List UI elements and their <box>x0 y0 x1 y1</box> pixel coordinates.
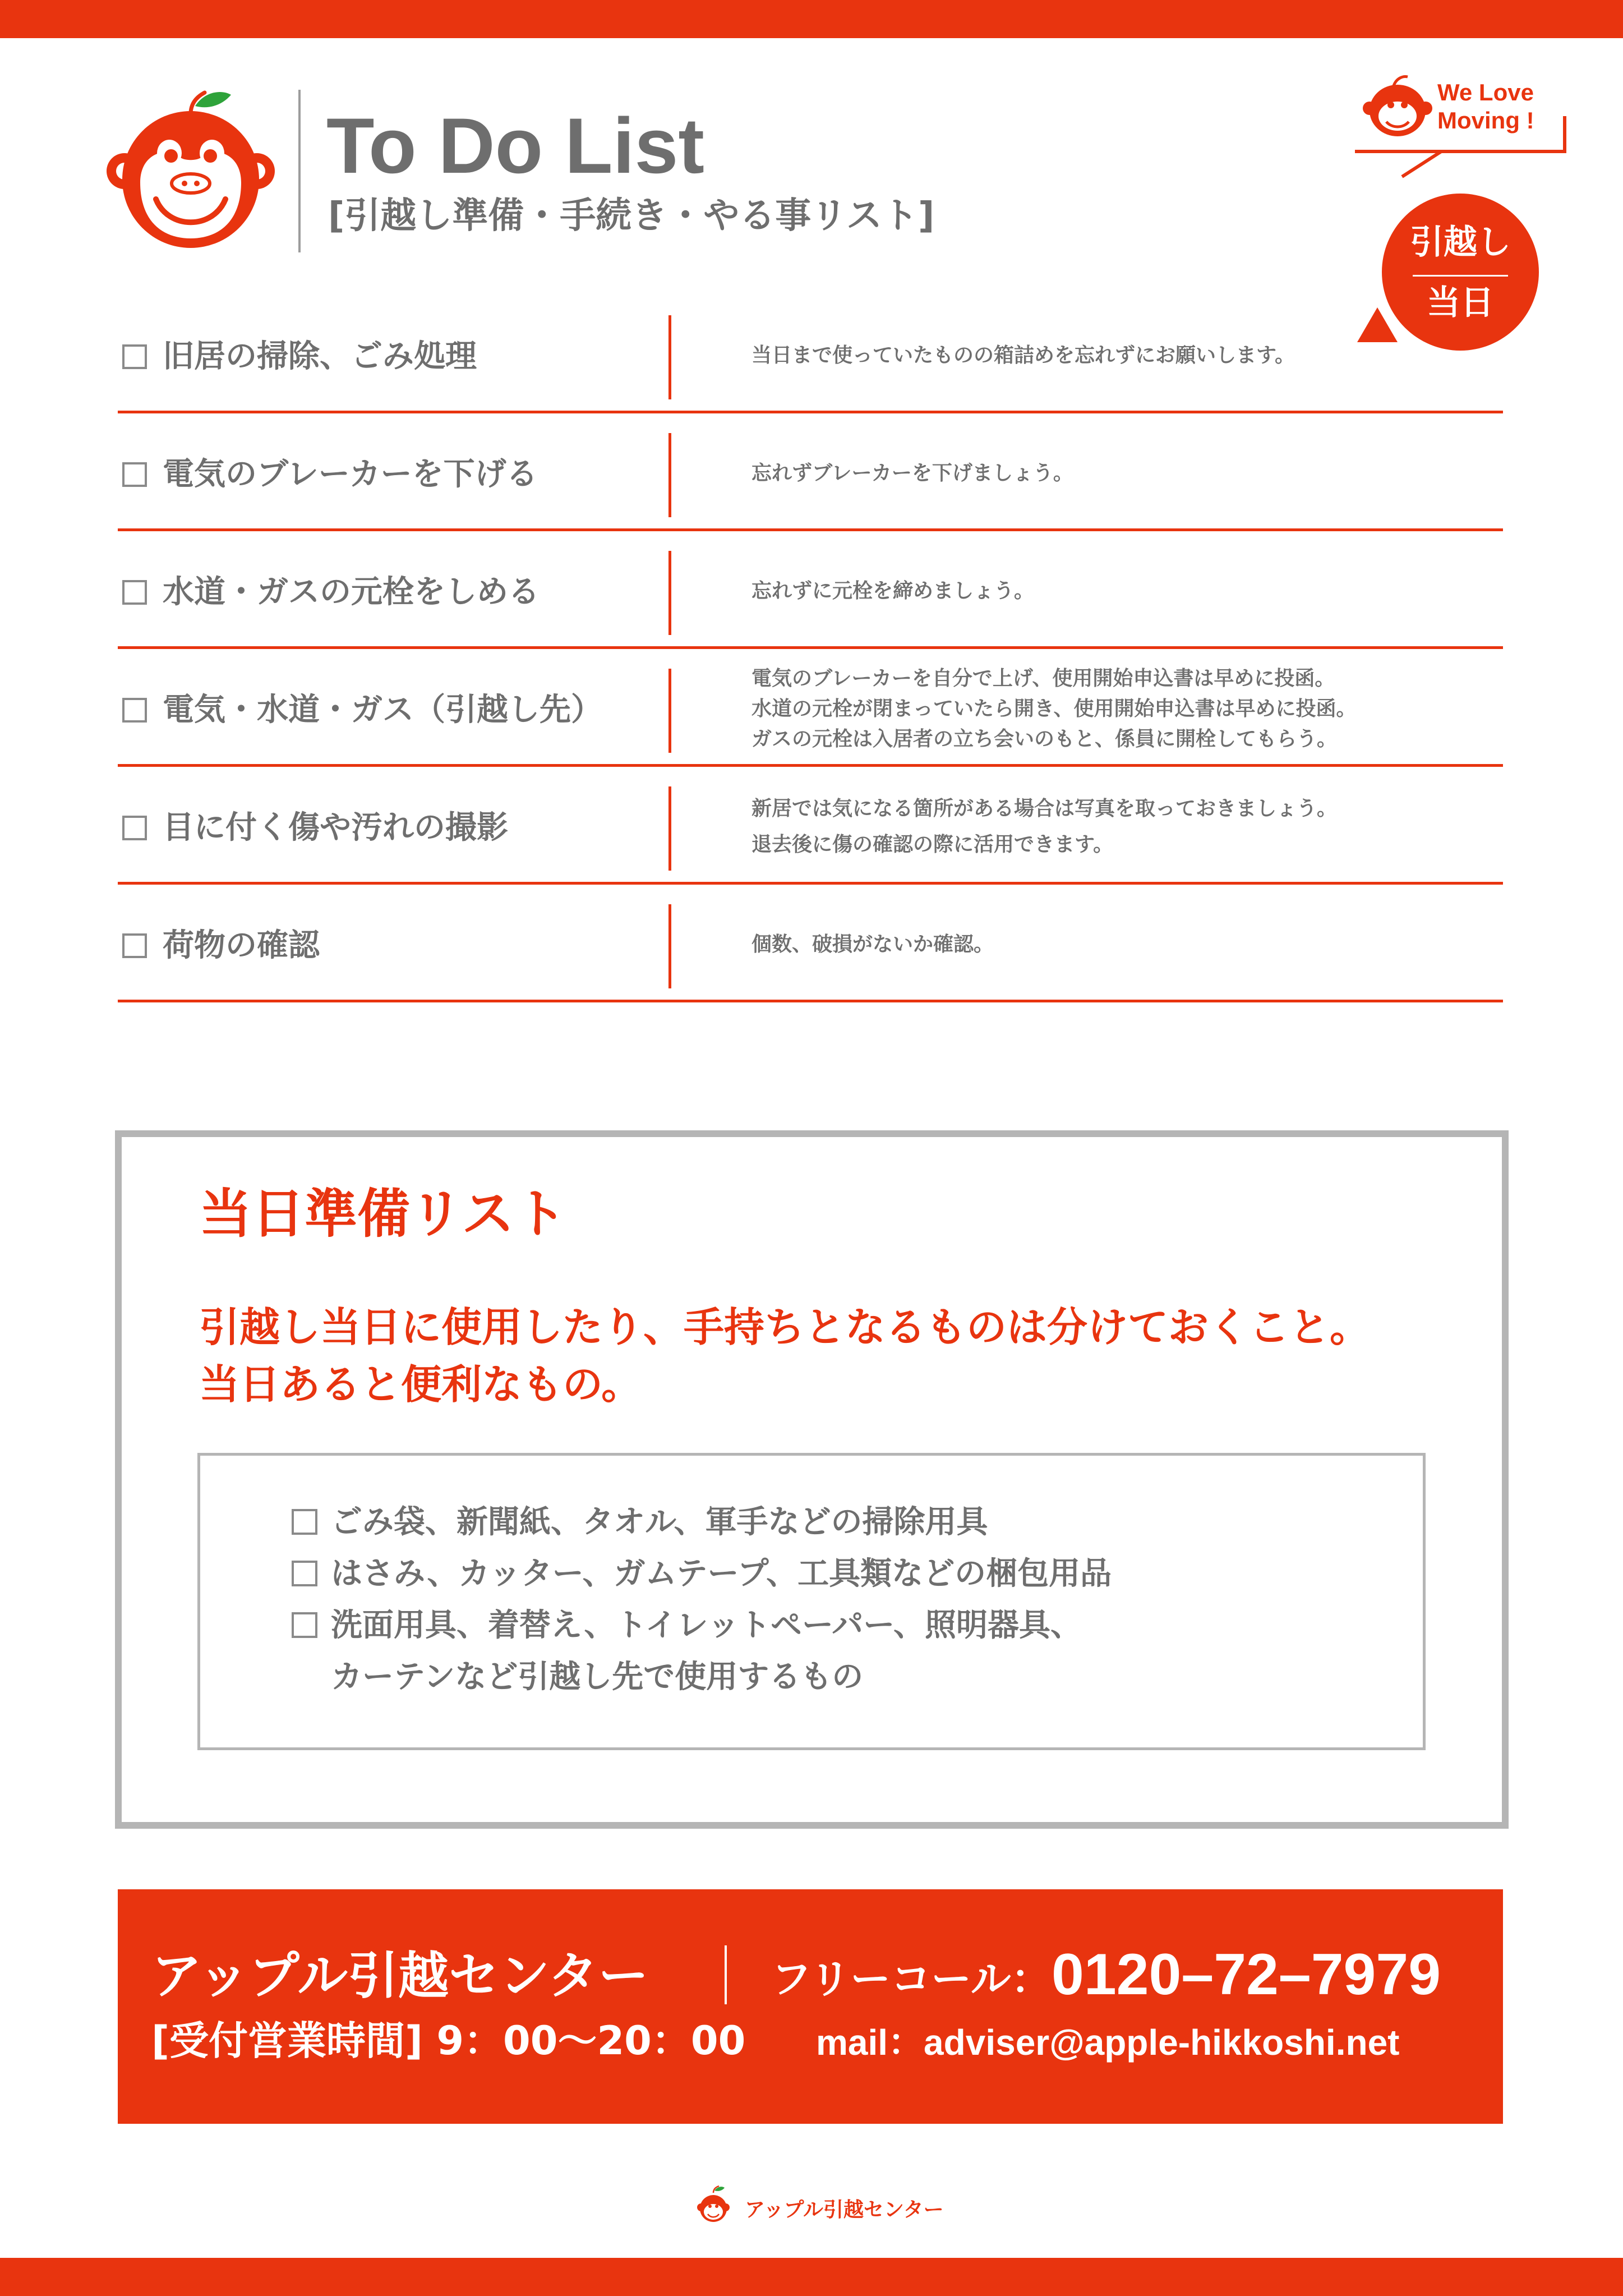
prep-item: ごみ袋、新聞紙、タオル、軍手などの掃除用具 <box>331 1504 988 1540</box>
todo-divider <box>668 551 671 635</box>
todo-note: 当日まで使っていたものの箱詰めを忘れずにお願いします。 <box>751 344 1295 367</box>
todo-checkbox[interactable] <box>122 933 147 958</box>
prep-item: 洗面用具、着替え、トイレットペーパー、照明器具、 <box>331 1607 1082 1644</box>
prep-list-lead-line: 引越し当日に使用したり、手持ちとなるものは分けておくこと。 <box>199 1304 1371 1351</box>
footer-company-name: アップル引越センター <box>745 2198 944 2221</box>
moving-day-badge-line2: 当日 <box>1427 283 1494 323</box>
page-title: To Do List <box>326 102 704 190</box>
todo-checkbox[interactable] <box>122 580 147 605</box>
prep-checkbox[interactable] <box>292 1509 317 1535</box>
todo-label: 水道・ガスの元栓をしめる <box>163 574 540 610</box>
moving-day-badge-separator <box>1413 275 1508 277</box>
todo-note: 水道の元栓が閉まっていたら開き、使用開始申込書は早めに投函。 <box>751 697 1357 720</box>
freecall-label: フリーコール： <box>771 1955 1052 2003</box>
moving-day-badge-line1: 引越し <box>1410 223 1511 262</box>
contact-divider <box>725 1945 727 2004</box>
prep-checkbox[interactable] <box>292 1561 317 1586</box>
todo-label: 電気・水道・ガス（引越し先） <box>163 692 602 728</box>
todo-row <box>118 885 1503 1002</box>
title-divider <box>298 90 301 252</box>
bottom-accent-bar <box>0 2258 1623 2296</box>
todo-note: 忘れずブレーカーを下げましょう。 <box>751 462 1073 485</box>
todo-row <box>118 649 1503 767</box>
todo-note: 忘れずに元栓を締めましょう。 <box>751 579 1035 602</box>
prep-checkbox[interactable] <box>292 1612 317 1638</box>
todo-divider <box>668 904 671 988</box>
page-subtitle: [引越し準備・手続き・やる事リスト] <box>328 195 935 237</box>
business-hours: [受付営業時間] 9：00～20：00 <box>151 2018 746 2064</box>
prep-list-title: 当日準備リスト <box>199 1184 568 1245</box>
todo-divider <box>668 315 671 399</box>
todo-row <box>118 531 1503 649</box>
top-accent-bar <box>0 0 1623 38</box>
todo-label: 荷物の確認 <box>163 927 320 964</box>
todo-label: 電気のブレーカーを下げる <box>163 456 538 493</box>
company-name: アップル引越センター <box>151 1947 649 2005</box>
footer-monkey-icon <box>697 2185 730 2224</box>
monkey-logo-icon <box>107 87 275 255</box>
todo-note: 新居では気になる箇所がある場合は写真を取っておきましょう。 <box>751 797 1338 820</box>
todo-divider <box>668 786 671 871</box>
todo-checkbox[interactable] <box>122 816 147 840</box>
todo-checkbox[interactable] <box>122 462 147 487</box>
todo-checkbox[interactable] <box>122 344 147 369</box>
todo-note: 退去後に傷の確認の際に活用できます。 <box>751 833 1114 856</box>
todo-row <box>118 767 1503 885</box>
todo-divider <box>668 669 671 753</box>
contact-panel <box>118 1889 1503 2124</box>
todo-divider <box>668 433 671 517</box>
todo-label: 目に付く傷や汚れの撮影 <box>163 809 508 846</box>
email-address[interactable]: mail：adviser@apple-hikkoshi.net <box>816 2022 1400 2063</box>
todo-note: ガスの元栓は入居者の立ち会いのもと、係員に開栓してもらう。 <box>751 728 1338 751</box>
prep-list-lead-line: 当日あると便利なもの。 <box>199 1361 642 1408</box>
todo-note: 個数、破損がないか確認。 <box>751 933 994 956</box>
todo-checkbox[interactable] <box>122 698 147 723</box>
todo-row <box>118 296 1503 413</box>
phone-number[interactable]: 0120–72–7979 <box>1052 1942 1441 2007</box>
we-love-moving-text: We Love Moving ! <box>1437 79 1534 134</box>
todo-row <box>118 413 1503 531</box>
todo-note: 電気のブレーカーを自分で上げ、使用開始申込書は早めに投函。 <box>751 667 1335 690</box>
prep-item: はさみ、カッター、ガムテープ、工具類などの梱包用品 <box>331 1556 1112 1592</box>
prep-list-lead <box>199 1299 1370 1413</box>
prep-item-continuation: カーテンなど引越し先で使用するもの <box>331 1659 864 1695</box>
todo-label: 旧居の掃除、ごみ処理 <box>163 338 477 375</box>
